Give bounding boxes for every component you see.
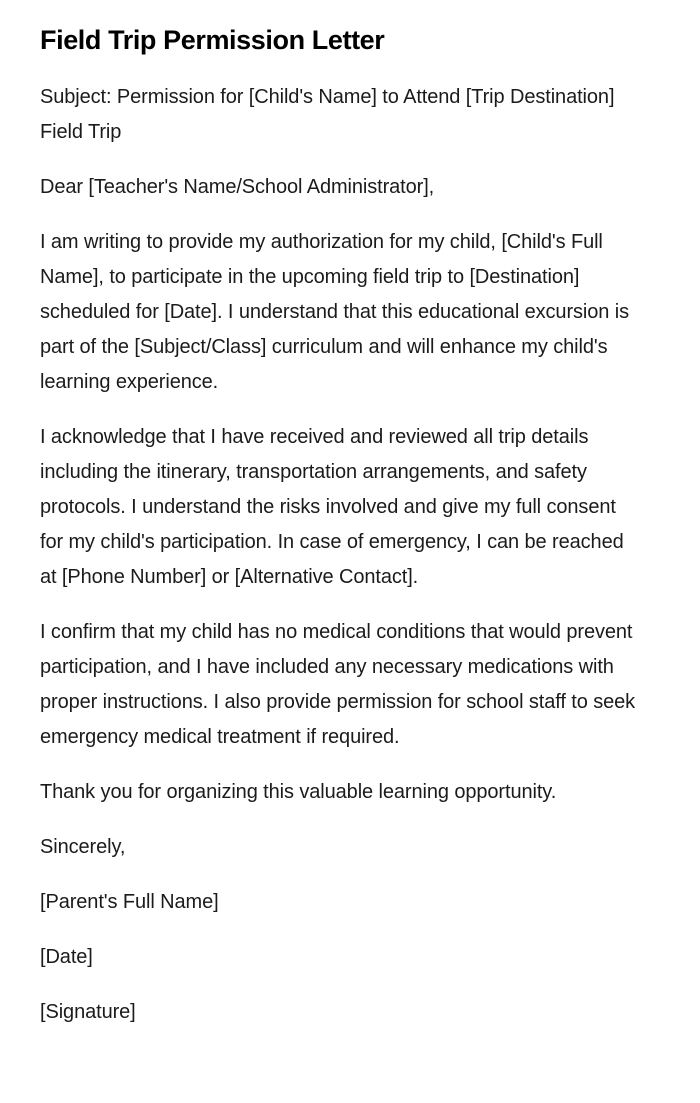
subject-line: Subject: Permission for [Child's Name] to Attend [Trip Destination] Field Trip bbox=[40, 85, 615, 143]
parent-name-placeholder: [Parent's Full Name] bbox=[40, 890, 219, 913]
paragraph-authorization: I am writing to provide my authorization for my child, [Child's Full Name], to participate in the upcoming field trip to [Destination] scheduled for [Date]. I understand that this educational excursion is part of the [Subject/Class] curriculum and will enhance my child's learning experience. bbox=[40, 230, 630, 393]
sign-off: Sincerely, bbox=[40, 835, 126, 858]
paragraph-acknowledgement: I acknowledge that I have received and reviewed all trip details including the itinerary, transportation arrangements, and safety protocols. I understand the risks involved and give my full consent for my child's participation. In case of emergency, I can be reached at [Phone Number] or [Alternative Contact]. bbox=[40, 425, 624, 588]
letter-title: Field Trip Permission Letter bbox=[40, 25, 385, 55]
signature-placeholder: [Signature] bbox=[40, 1000, 136, 1023]
date-placeholder: [Date] bbox=[40, 945, 93, 968]
paragraph-medical: I confirm that my child has no medical conditions that would prevent participation, and I have included any necessary medications with proper instructions. I also provide permission for school staff to seek emergency medical treatment if required. bbox=[40, 620, 636, 748]
greeting-line: Dear [Teacher's Name/School Administrator], bbox=[40, 175, 435, 198]
thank-you-line: Thank you for organizing this valuable learning opportunity. bbox=[40, 780, 557, 803]
